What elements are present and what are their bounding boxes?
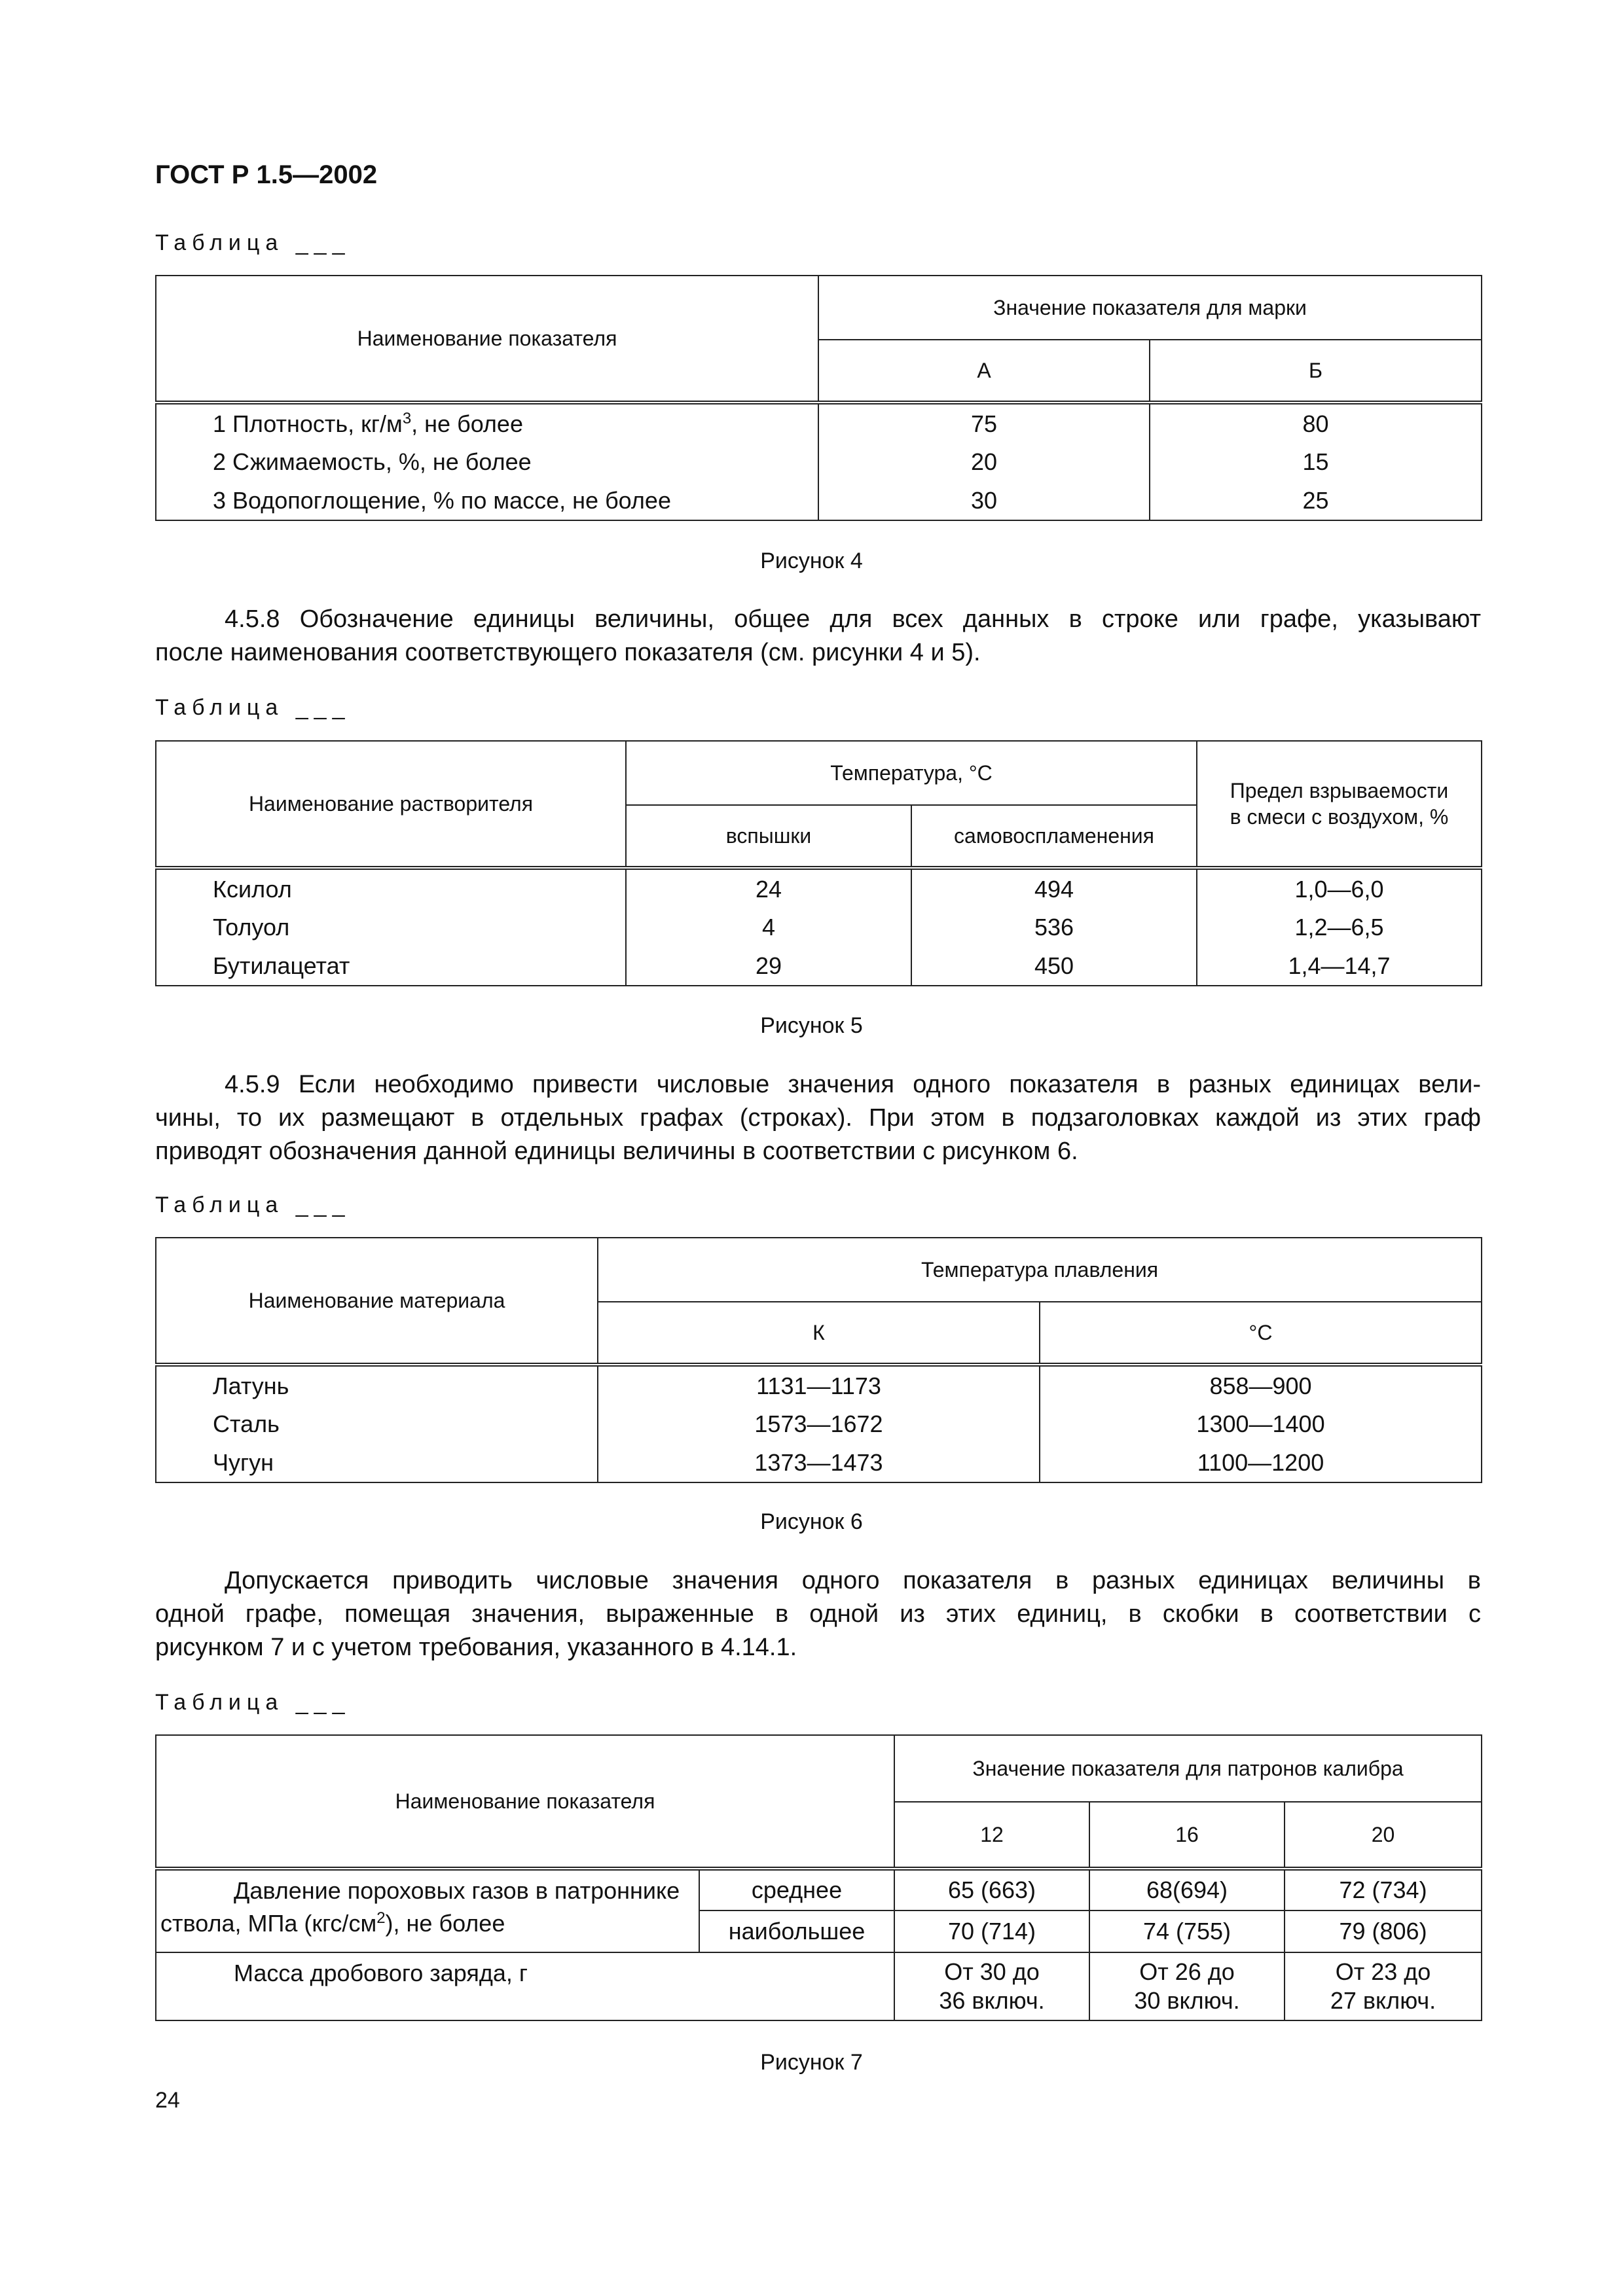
header-solvent-name: Наименование растворителя (156, 741, 626, 868)
cell-caliber-20: 79 (806) (1285, 1910, 1482, 1952)
paragraph-allowance (155, 1564, 1481, 1664)
header-explosion-limit: Предел взрываемости в смеси с воздухом, % (1197, 741, 1482, 868)
cell-grade-a: 20 (818, 443, 1150, 481)
row-name: Ксилол (156, 868, 626, 908)
header-caliber-12: 12 (894, 1802, 1089, 1869)
header-temperature: Температура, °С (626, 741, 1197, 805)
standard-header: ГОСТ Р 1.5—2002 (155, 160, 378, 189)
header-indicator-name: Наименование показателя (156, 1735, 894, 1869)
cell-flash: 4 (626, 908, 911, 946)
paragraph-line: 4.5.8 Обозначение единицы величины, общее для всех данных в строке или графе, указывают (225, 605, 1481, 633)
cell-celsius: 858—900 (1040, 1365, 1482, 1405)
table-row (156, 1365, 1482, 1405)
cell-caliber-12: От 30 до 36 включ. (894, 1952, 1089, 2020)
paragraph-line: рисунком 7 и с учетом требования, указанного в 4.14.1. (155, 1634, 797, 1661)
cell-caliber-12: 70 (714) (894, 1910, 1089, 1952)
header-self-ignition: самовоспламенения (911, 805, 1197, 868)
page-number: 24 (155, 2088, 180, 2113)
cell-ignition: 536 (911, 908, 1197, 946)
header-caliber-20: 20 (1285, 1802, 1482, 1869)
cell-celsius: 1300—1400 (1040, 1405, 1482, 1443)
table-row (156, 946, 1482, 986)
figure-caption-5: Рисунок 5 (760, 1013, 863, 1038)
cell-limit: 1,4—14,7 (1197, 946, 1482, 986)
cell-flash: 24 (626, 868, 911, 908)
table-row (156, 443, 1482, 481)
cell-kelvin: 1573—1672 (598, 1405, 1040, 1443)
row-name: Сталь (156, 1405, 598, 1443)
row-name: Бутилацетат (156, 946, 626, 986)
header-celsius: °С (1040, 1302, 1482, 1365)
table-row (156, 1405, 1482, 1443)
cell-caliber-16: 68(694) (1089, 1869, 1285, 1910)
cell-ignition: 450 (911, 946, 1197, 986)
header-melting-temperature: Температура плавления (598, 1238, 1482, 1302)
paragraph-4-5-8 (155, 603, 1481, 670)
cell-kelvin: 1131—1173 (598, 1365, 1040, 1405)
cell-grade-b: 15 (1150, 443, 1482, 481)
cell-caliber-20: От 23 до 27 включ. (1285, 1952, 1482, 2020)
cell-kelvin: 1373—1473 (598, 1443, 1040, 1482)
cell-subrow-average: среднее (699, 1869, 894, 1910)
figure-caption-6: Рисунок 6 (760, 1509, 863, 1534)
cell-flash: 29 (626, 946, 911, 986)
table-label: Таблица ___ (155, 1690, 351, 1715)
cell-celsius: 1100—1200 (1040, 1443, 1482, 1482)
row-name: 2 Сжимаемость, %, не более (156, 443, 818, 481)
table-row (156, 1443, 1482, 1482)
paragraph-line: одной графе, помещая значения, выраженные в одной из этих единиц, в скобки в соответствии с (155, 1600, 1481, 1628)
row-name-pressure: Давление пороховых газов в патроннике ствола, МПа $(кгс/см^2)$, не более (156, 1869, 699, 1952)
cell-ignition: 494 (911, 868, 1197, 908)
cell-grade-b: 80 (1150, 403, 1482, 443)
header-material-name: Наименование материала (156, 1238, 598, 1365)
header-grade-a: А (818, 340, 1150, 403)
table-label: Таблица ___ (155, 230, 351, 255)
paragraph-line: Допускается приводить числовые значения одного показателя в разных единицах величины в (225, 1567, 1481, 1594)
cell-grade-a: 30 (818, 481, 1150, 520)
header-caliber-value: Значение показателя для патронов калибра (894, 1735, 1482, 1802)
table-figure-7 (155, 1734, 1482, 2021)
header-grade-value: Значение показателя для марки (818, 276, 1482, 340)
cell-caliber-20: 72 (734) (1285, 1869, 1482, 1910)
cell-subrow-maximum: наибольшее (699, 1910, 894, 1952)
table-row (156, 1869, 1482, 1910)
table-row (156, 481, 1482, 520)
cell-limit: 1,0—6,0 (1197, 868, 1482, 908)
row-name: 3 Водопоглощение, % по массе, не более (156, 481, 818, 520)
row-name: Толуол (156, 908, 626, 946)
row-name-shot-mass: Масса дробового заряда, г (156, 1952, 894, 2020)
table-figure-6 (155, 1237, 1482, 1483)
paragraph-line: приводят обозначения данной единицы величины в соответствии с рисунком 6. (155, 1138, 1078, 1165)
paragraph-4-5-9 (155, 1068, 1481, 1168)
paragraph-line: после наименования соответствующего показателя (см. рисунки 4 и 5). (155, 639, 981, 666)
header-caliber-16: 16 (1089, 1802, 1285, 1869)
row-name: 1 Плотность, $кг/м^3$, не более (156, 403, 818, 443)
table-figure-5 (155, 740, 1482, 986)
row-name: Латунь (156, 1365, 598, 1405)
cell-caliber-16: От 26 до 30 включ. (1089, 1952, 1285, 2020)
row-name: Чугун (156, 1443, 598, 1482)
header-grade-b: Б (1150, 340, 1482, 403)
cell-caliber-12: 65 (663) (894, 1869, 1089, 1910)
paragraph-line: 4.5.9 Если необходимо привести числовые значения одного показателя в разных единицах вели- (225, 1071, 1481, 1098)
figure-caption-7: Рисунок 7 (760, 2050, 863, 2075)
cell-caliber-16: 74 (755) (1089, 1910, 1285, 1952)
table-row (156, 908, 1482, 946)
table-label: Таблица ___ (155, 1193, 351, 1217)
table-figure-4 (155, 275, 1482, 521)
cell-limit: 1,2—6,5 (1197, 908, 1482, 946)
cell-grade-a: 75 (818, 403, 1150, 443)
table-row (156, 403, 1482, 443)
header-flash: вспышки (626, 805, 911, 868)
table-label: Таблица ___ (155, 695, 351, 720)
table-row (156, 868, 1482, 908)
paragraph-line: чины, то их размещают в отдельных графах (строках). При этом в подзаголовках каждой из этих граф (155, 1104, 1481, 1132)
table-row (156, 1952, 1482, 2020)
header-kelvin: К (598, 1302, 1040, 1365)
cell-grade-b: 25 (1150, 481, 1482, 520)
figure-caption-4: Рисунок 4 (760, 548, 863, 573)
header-indicator-name: Наименование показателя (156, 276, 818, 403)
